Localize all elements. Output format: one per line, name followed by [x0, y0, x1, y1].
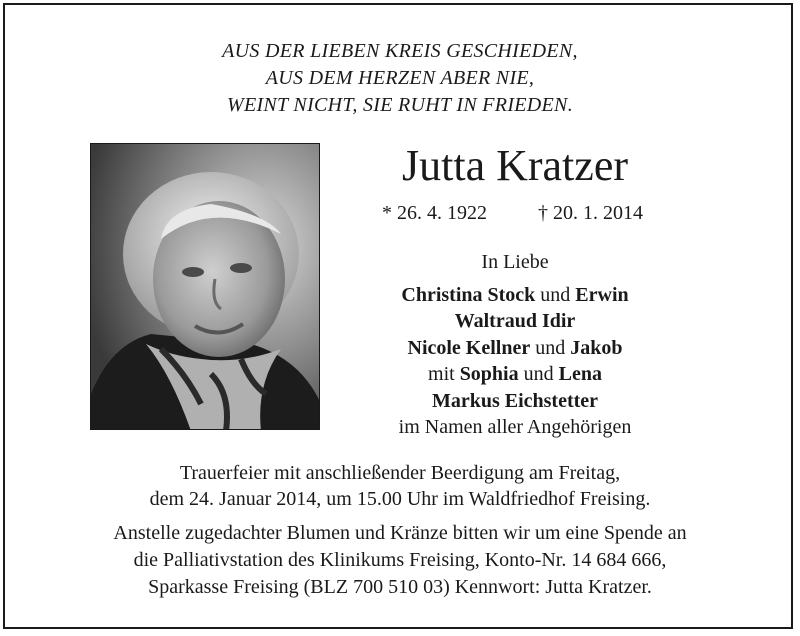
portrait-image — [91, 144, 320, 430]
mourner-name: Lena — [558, 363, 602, 385]
conjunction: und — [535, 336, 566, 359]
mourner-line — [360, 282, 670, 309]
motto-line: AUS DER LIEBEN KREIS GESCHIEDEN, — [222, 40, 578, 62]
mourner-name: Nicole Kellner — [407, 336, 531, 359]
mourner-name: Jakob — [570, 336, 623, 359]
deceased-name: Jutta Kratzer — [402, 141, 628, 190]
death-date: † 20. 1. 2014 — [538, 202, 643, 224]
donation-line: Anstelle zugedachter Blumen und Kränze bitten wir um eine Spende an — [113, 522, 687, 544]
conjunction: und — [523, 363, 554, 385]
mourner-line — [360, 335, 670, 362]
service-line: Trauerfeier mit anschließender Beerdigung am Freitag, — [179, 462, 621, 484]
service-line: dem 24. Januar 2014, um 15.00 Uhr im Waldfriedhof Freising. — [149, 488, 651, 510]
donation-line: Sparkasse Freising (BLZ 700 510 03) Kennwort: Jutta Kratzer. — [148, 576, 652, 598]
mourner-name: Waltraud Idir — [454, 310, 576, 332]
mourner-name: Sophia — [459, 363, 519, 385]
donation-request — [0, 520, 800, 601]
motto-line: WEINT NICHT, SIE RUHT IN FRIEDEN. — [226, 94, 573, 116]
mourners-closing: im Namen aller Angehörigen — [398, 416, 632, 438]
mourner-name: Christina Stock — [401, 283, 536, 306]
mourner-name: Erwin — [575, 283, 629, 306]
birth-date: * 26. 4. 1922 — [382, 202, 487, 224]
motto-verse — [0, 38, 800, 119]
funeral-service-info — [0, 460, 800, 512]
portrait-photo — [90, 143, 320, 430]
conjunction: und — [540, 283, 571, 306]
mourner-line — [360, 308, 670, 335]
mourner-name: Markus Eichstetter — [431, 389, 599, 412]
mourners-intro: In Liebe — [481, 251, 549, 273]
donation-line: die Palliativstation des Klinikums Freising, Konto-Nr. 14 684 666, — [133, 549, 667, 571]
mourners-list — [360, 249, 670, 441]
motto-line: AUS DEM HERZEN ABER NIE, — [265, 67, 535, 89]
mourner-line — [360, 361, 670, 388]
prefix-word: mit — [428, 363, 455, 385]
mourner-line — [360, 388, 670, 415]
